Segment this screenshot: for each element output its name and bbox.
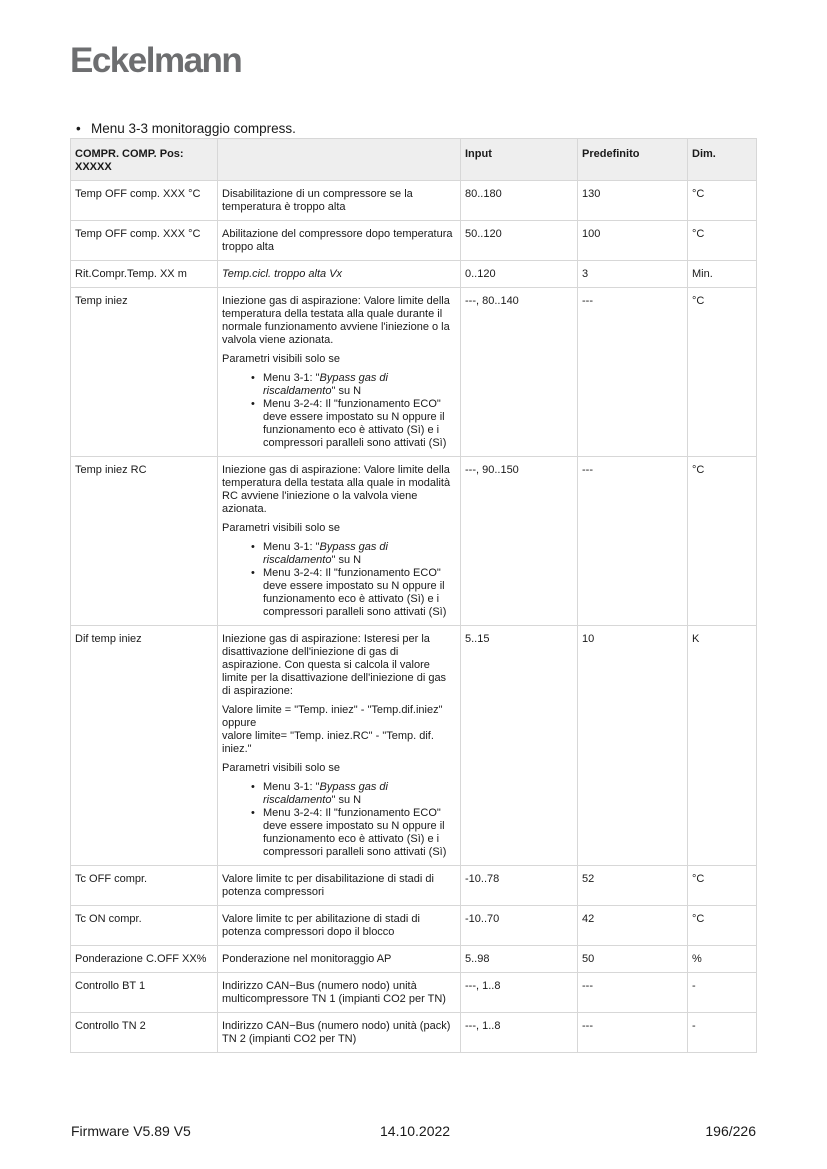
param-default: --- <box>578 1013 688 1053</box>
section-title-text: Menu 3-3 monitoraggio compress. <box>91 121 296 136</box>
condition-item: • Menu 3-1: "Bypass gas di riscaldamento" su N <box>263 541 456 567</box>
param-name: Tc OFF compr. <box>71 866 218 906</box>
bullet: • <box>76 121 81 136</box>
param-default: --- <box>578 288 688 457</box>
table-header-row <box>71 139 757 181</box>
param-dim: Min. <box>688 261 757 288</box>
param-description: Valore limite tc per abilitazione di stadi di potenza compressori dopo il blocco <box>218 906 461 946</box>
param-dim: °C <box>688 866 757 906</box>
param-input: ---, 90..150 <box>461 457 578 626</box>
param-name: Controllo BT 1 <box>71 973 218 1013</box>
param-dim: - <box>688 973 757 1013</box>
condition-list <box>222 781 456 859</box>
param-dim: % <box>688 946 757 973</box>
param-name: Tc ON compr. <box>71 906 218 946</box>
param-default: 10 <box>578 626 688 866</box>
param-dim: °C <box>688 181 757 221</box>
table-row <box>71 1013 757 1053</box>
param-default: 3 <box>578 261 688 288</box>
condition-list <box>222 372 456 450</box>
table-row <box>71 221 757 261</box>
param-description: Indirizzo CAN−Bus (numero nodo) unità multicompressore TN 1 (impianti CO2 per TN) <box>218 973 461 1013</box>
description-text: Iniezione gas di aspirazione: Isteresi per la disattivazione dell'iniezione di gas di aspirazione. Con questa si calcola il valore limite per la disattivazione dell'iniezione di gas di aspirazione: <box>222 633 447 697</box>
param-name: Temp iniez <box>71 288 218 457</box>
table-row <box>71 946 757 973</box>
table-row <box>71 261 757 288</box>
condition-item: • Menu 3-2-4: Il "funzionamento ECO" deve essere impostato su N oppure il funzionamento eco è attivato (Sì) e i compressori paralleli sono attivati (Sì) <box>263 807 456 859</box>
param-input: ---, 80..140 <box>461 288 578 457</box>
parameter-table <box>70 138 757 1053</box>
table-row <box>71 906 757 946</box>
param-input: 80..180 <box>461 181 578 221</box>
param-description: Indirizzo CAN−Bus (numero nodo) unità (pack) TN 2 (impianti CO2 per TN) <box>218 1013 461 1053</box>
param-input: -10..78 <box>461 866 578 906</box>
table-row <box>71 181 757 221</box>
param-description: Disabilitazione di un compressore se la temperatura è troppo alta <box>218 181 461 221</box>
param-input: ---, 1..8 <box>461 1013 578 1053</box>
condition-list <box>222 541 456 619</box>
param-name: Rit.Compr.Temp. XX m <box>71 261 218 288</box>
param-dim: °C <box>688 906 757 946</box>
param-input: 5..98 <box>461 946 578 973</box>
param-default: 52 <box>578 866 688 906</box>
param-default: --- <box>578 973 688 1013</box>
visibility-note: Parametri visibili solo se <box>222 522 340 534</box>
footer-firmware: Firmware V5.89 V5 <box>71 1123 191 1139</box>
param-description <box>218 457 461 626</box>
column-header-dim: Dim. <box>688 139 757 181</box>
column-header-input: Input <box>461 139 578 181</box>
param-name: Controllo TN 2 <box>71 1013 218 1053</box>
column-header-default: Predefinito <box>578 139 688 181</box>
param-dim: - <box>688 1013 757 1053</box>
footer-page-number: 196/226 <box>705 1123 756 1139</box>
param-input: 5..15 <box>461 626 578 866</box>
param-dim: °C <box>688 457 757 626</box>
table-row <box>71 457 757 626</box>
param-default: 42 <box>578 906 688 946</box>
param-description: Temp.cicl. troppo alta Vx <box>218 261 461 288</box>
param-description: Abilitazione del compressore dopo temperatura troppo alta <box>218 221 461 261</box>
param-default: 100 <box>578 221 688 261</box>
column-header-name: COMPR. COMP. Pos: XXXXX <box>71 139 218 181</box>
param-input: 50..120 <box>461 221 578 261</box>
table-row <box>71 866 757 906</box>
description-text: Iniezione gas di aspirazione: Valore limite della temperatura della testata alla quale durante il normale funzionamento avviene l'iniezione o la valvola viene azionata. <box>222 295 450 346</box>
param-dim: °C <box>688 221 757 261</box>
param-default: 130 <box>578 181 688 221</box>
param-default: --- <box>578 457 688 626</box>
param-name: Temp OFF comp. XXX °C <box>71 221 218 261</box>
footer-date: 14.10.2022 <box>380 1123 451 1139</box>
param-name: Dif temp iniez <box>71 626 218 866</box>
visibility-note: Parametri visibili solo se <box>222 353 340 365</box>
condition-item: • Menu 3-1: "Bypass gas di riscaldamento" su N <box>263 372 456 398</box>
condition-item: • Menu 3-2-4: Il "funzionamento ECO" deve essere impostato su N oppure il funzionamento eco è attivato (Sì) e i compressori paralleli sono attivati (Sì) <box>263 398 456 450</box>
param-dim: °C <box>688 288 757 457</box>
param-input: 0..120 <box>461 261 578 288</box>
formula-block: Valore limite = "Temp. iniez" - "Temp.dif.iniez" oppure valore limite= "Temp. iniez.RC" - "Temp. dif. iniez." <box>222 704 443 755</box>
param-name: Temp OFF comp. XXX °C <box>71 181 218 221</box>
param-name: Ponderazione C.OFF XX% <box>71 946 218 973</box>
param-description: Valore limite tc per disabilitazione di stadi di potenza compressori <box>218 866 461 906</box>
param-description <box>218 626 461 866</box>
section-title <box>76 121 296 137</box>
param-dim: K <box>688 626 757 866</box>
param-name: Temp iniez RC <box>71 457 218 626</box>
condition-item: • Menu 3-2-4: Il "funzionamento ECO" deve essere impostato su N oppure il funzionamento eco è attivato (Sì) e i compressori paralleli sono attivati (Sì) <box>263 567 456 619</box>
column-header-description <box>218 139 461 181</box>
description-text: Iniezione gas di aspirazione: Valore limite della temperatura della testata alla quale in modalità RC avviene l'iniezione o la valvola viene azionata. <box>222 464 451 515</box>
table-row <box>71 288 757 457</box>
param-description <box>218 288 461 457</box>
visibility-note: Parametri visibili solo se <box>222 762 340 774</box>
eckelmann-logo: Eckelmann <box>70 41 242 80</box>
param-description: Ponderazione nel monitoraggio AP <box>218 946 461 973</box>
condition-item: • Menu 3-1: "Bypass gas di riscaldamento" su N <box>263 781 456 807</box>
table-row <box>71 973 757 1013</box>
param-input: ---, 1..8 <box>461 973 578 1013</box>
param-input: -10..70 <box>461 906 578 946</box>
param-default: 50 <box>578 946 688 973</box>
table-row <box>71 626 757 866</box>
